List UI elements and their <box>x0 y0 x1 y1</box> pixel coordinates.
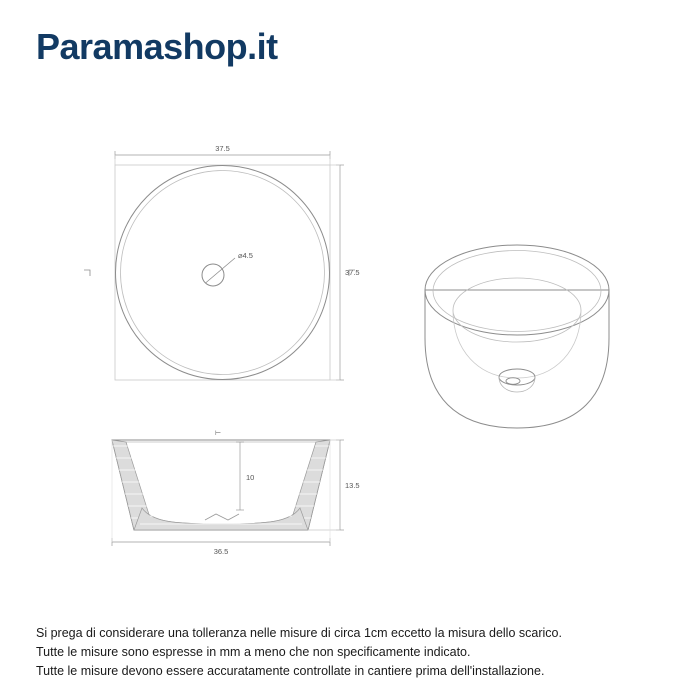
brand-title: Paramashop.it <box>36 26 278 67</box>
top-view-bounding-box <box>115 165 330 380</box>
perspective-drain-inner <box>506 378 520 385</box>
drain-hole-label: ⌀4.5 <box>238 251 253 260</box>
basin-bowl-depth <box>453 310 581 378</box>
drawing-svg <box>0 110 700 570</box>
section-view-group <box>112 430 360 556</box>
perspective-view-group <box>425 245 609 428</box>
basin-bowl-ellipse <box>453 278 581 342</box>
note-line-3: Tutte le misure devono essere accuratamente controllate in cantiere prima dell'installazione. <box>36 664 545 678</box>
drain-hole-leader <box>206 258 236 283</box>
inner-depth-label: 10 <box>246 473 255 482</box>
outer-height-label: 13.5 <box>345 481 360 490</box>
basin-outer-circle <box>116 166 330 380</box>
base-width-label: 36.5 <box>213 547 229 556</box>
basin-inner-circle <box>121 171 325 375</box>
basin-rim-inner <box>433 251 601 332</box>
technical-drawing <box>0 110 700 570</box>
top-width-label: 37.5 <box>215 144 230 153</box>
section-center-mark: ⊢ <box>214 430 222 437</box>
note-line-1: Si prega di considerare una tolleranza nelle misure di circa 1cm eccetto la misura dello scarico. <box>36 626 562 640</box>
section-drain-detail <box>205 514 239 520</box>
notes-block <box>36 624 676 681</box>
basin-body-outline <box>425 290 609 428</box>
note-line-2: Tutte le misure sono espresse in mm a meno che non specificamente indicato. <box>36 645 471 659</box>
section-inner-profile <box>126 442 316 524</box>
top-view-group <box>84 144 360 380</box>
section-hatch-bottom <box>134 508 308 530</box>
top-height-label: 37.5 <box>345 268 360 277</box>
section-mark-left <box>84 270 90 276</box>
